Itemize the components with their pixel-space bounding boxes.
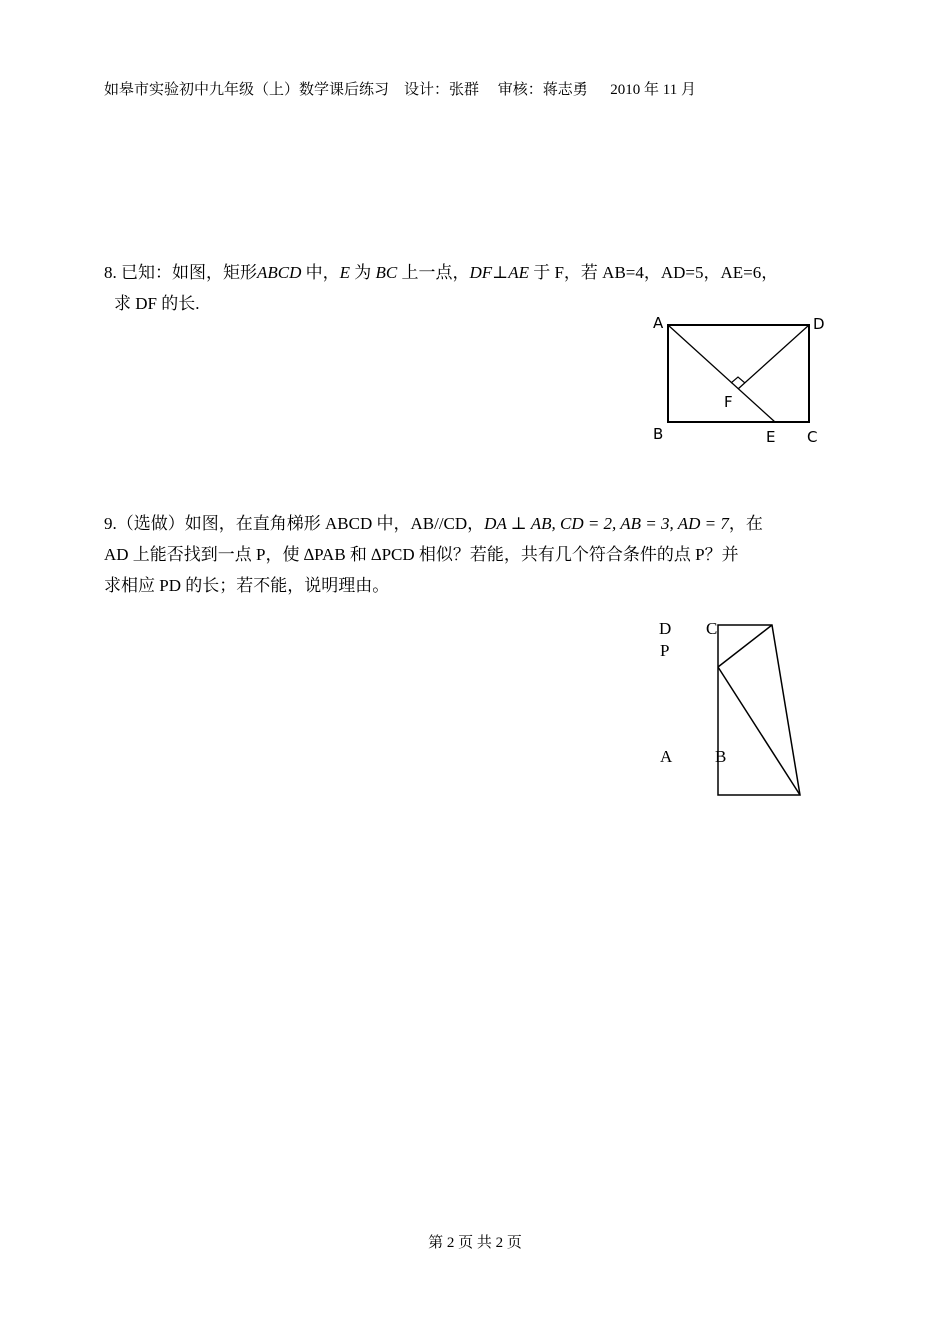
- label-d: D: [659, 619, 672, 638]
- label-e: E: [766, 428, 776, 446]
- label-a: A: [660, 747, 673, 766]
- q8-perp-symbol: ⊥: [492, 263, 509, 282]
- label-c: C: [706, 619, 718, 638]
- question-9: [104, 508, 849, 601]
- question-9-line-1: [104, 508, 849, 539]
- q8-text-line2: 求 DF 的长.: [114, 294, 200, 313]
- segment-ae: [668, 325, 775, 422]
- question-9-line-3: 求相应 PD 的长；若不能，说明理由。: [104, 576, 390, 595]
- question-8-number: 8.: [104, 263, 117, 282]
- trapezoid-figure: [650, 615, 820, 810]
- label-d: D: [813, 315, 825, 333]
- label-b: B: [653, 425, 664, 443]
- q9-text-1: （选做）如图，在直角梯形 ABCD 中，AB//CD，: [116, 514, 485, 533]
- segment-pc: [718, 625, 772, 667]
- page-header: 如皋市实验初中九年级（上）数学课后练习 设计：张群 审核：蒋志勇 2010 年 11 月: [104, 82, 696, 98]
- q8-text-3: 为: [350, 263, 376, 282]
- trapezoid-abcd: [718, 625, 800, 795]
- q8-text-6: 于 F，若 AB=4，AD=5，AE=6，: [528, 263, 779, 282]
- segment-df: [738, 325, 809, 389]
- rectangle-abcd: [668, 325, 809, 422]
- right-angle-mark: [731, 377, 745, 383]
- q8-text-2: 中，: [301, 263, 340, 282]
- question-8-line-1: [104, 257, 849, 288]
- label-c: C: [807, 428, 818, 446]
- question-9-number: 9.: [104, 514, 117, 533]
- q9-math-conditions: DA ⊥ AB, CD = 2, AB = 3, AD = 7: [484, 514, 729, 533]
- q8-math-df: DF: [469, 263, 493, 282]
- q9-text-2: ，在: [728, 514, 763, 533]
- q8-text-4: 上一点，: [397, 263, 470, 282]
- page-footer: 第 2 页 共 2 页: [428, 1235, 522, 1251]
- label-a: A: [653, 314, 664, 332]
- segment-pb: [718, 667, 800, 795]
- label-f: F: [724, 393, 733, 411]
- q8-math-bc: BC: [375, 263, 398, 282]
- q8-math-e: E: [339, 263, 351, 282]
- question-9-line-2: AD 上能否找到一点 P，使 ∆PAB 和 ∆PCD 相似？若能，共有几个符合条件的点 P？并: [104, 545, 739, 564]
- q8-math-ae: AE: [508, 263, 529, 282]
- rectangle-figure: [645, 305, 845, 455]
- q8-math-abcd: ABCD: [257, 263, 302, 282]
- label-b: B: [715, 747, 727, 766]
- q8-text-1: 已知：如图，矩形: [116, 263, 257, 282]
- label-p: P: [660, 641, 670, 660]
